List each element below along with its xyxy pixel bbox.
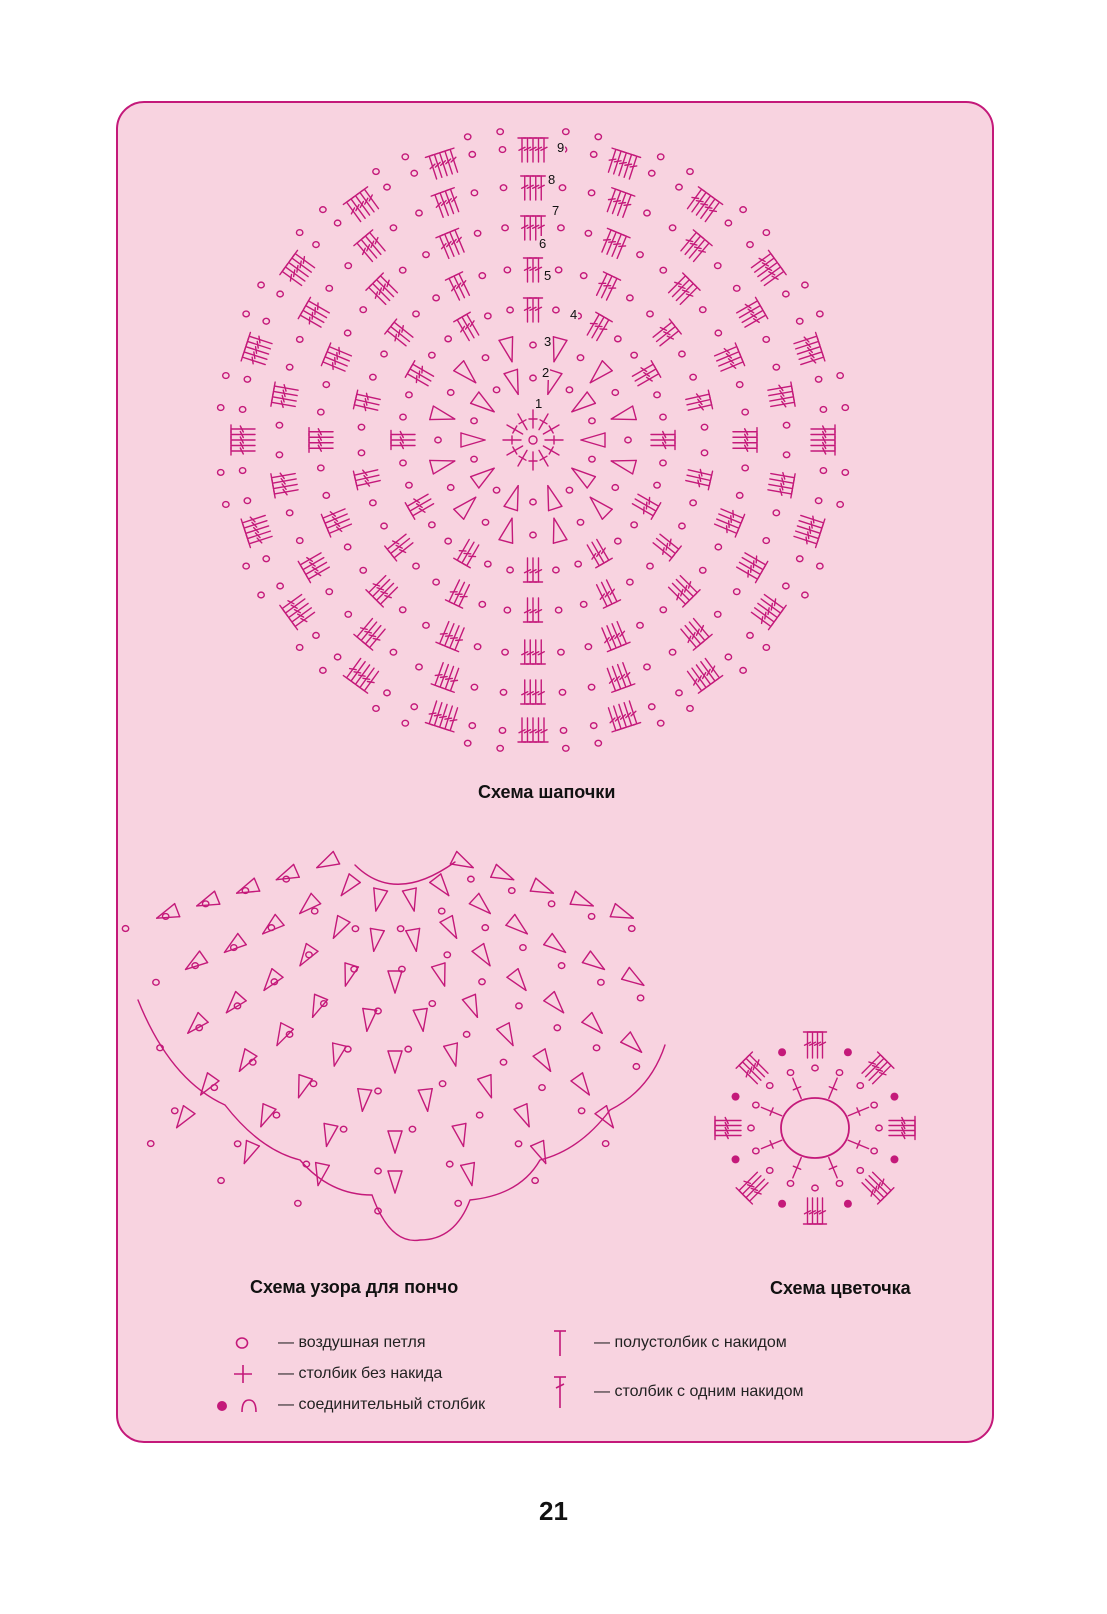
half-double-crochet-icon	[548, 1328, 594, 1358]
legend-label: — соединительный столбик	[278, 1396, 486, 1413]
hat-stitches	[218, 129, 849, 751]
legend-chain-stitch	[232, 1330, 426, 1356]
row-number-4: 4	[570, 307, 578, 322]
legend-slip-stitch	[212, 1392, 485, 1418]
chain-stitch-icon	[232, 1330, 278, 1356]
legend-label: — полустолбик с накидом	[594, 1334, 787, 1351]
slip-stitch-icon	[212, 1392, 278, 1418]
double-crochet-icon	[548, 1374, 594, 1410]
legend-label: — воздушная петля	[278, 1334, 426, 1351]
flower-stitches	[715, 1032, 915, 1224]
legend-half-double-crochet	[548, 1328, 787, 1358]
row-number-1: 1	[535, 396, 543, 411]
poncho-caption: Схема узора для пончо	[250, 1277, 459, 1297]
row-number-7: 7	[552, 203, 560, 218]
poncho-stitches	[122, 851, 665, 1240]
hat-caption: Схема шапочки	[478, 782, 616, 802]
legend-label: — столбик с одним накидом	[594, 1383, 804, 1400]
row-number-8: 8	[548, 172, 556, 187]
legend-single-crochet	[232, 1361, 442, 1387]
flower-caption: Схема цветочка	[770, 1278, 911, 1298]
legend-label: — столбик без накида	[278, 1365, 443, 1382]
row-number-9: 9	[557, 140, 565, 155]
legend-double-crochet	[548, 1374, 803, 1410]
page-number: 21	[539, 1496, 568, 1526]
row-number-6: 6	[539, 236, 547, 251]
row-number-3: 3	[544, 334, 552, 349]
row-number-2: 2	[542, 365, 550, 380]
row-number-5: 5	[544, 268, 552, 283]
single-crochet-icon	[232, 1361, 278, 1387]
